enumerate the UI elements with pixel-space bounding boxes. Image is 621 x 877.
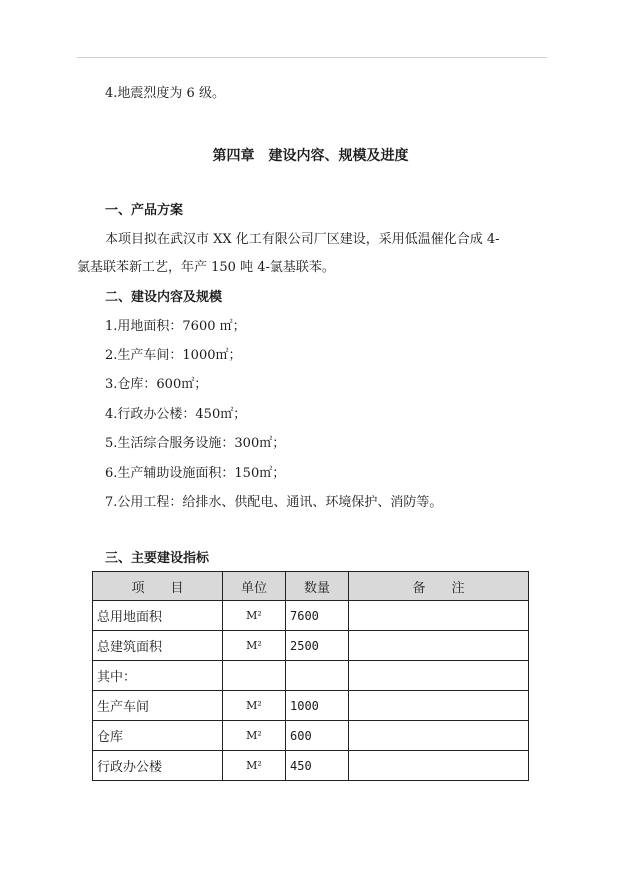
cell-item: 行政办公楼 [93,751,223,781]
scope-item-5: 5.生活综合服务设施：300㎡； [105,436,286,451]
cell-item: 生产车间 [93,691,223,721]
cell-remarks [349,661,529,691]
cell-unit [223,661,286,691]
product-plan-paragraph-line-1: 本项目拟在武汉市 XX 化工有限公司厂区建设，采用低温催化合成 4- [105,232,500,247]
cell-remarks [349,601,529,631]
chapter-title: 第四章 建设内容、规模及进度 [212,148,409,164]
scope-item-7: 7.公用工程：给排水、供配电、通讯、环境保护、消防等。 [105,495,443,510]
key-indicators-table [92,571,529,781]
table-header-row [93,572,529,601]
scope-item-6: 6.生产辅助设施面积：150㎡； [105,466,286,481]
table-row [93,601,529,631]
cell-item: 总用地面积 [93,601,223,631]
cell-quantity [286,661,349,691]
cell-quantity: 1000 [286,691,349,721]
section-heading-product-plan: 一、产品方案 [105,203,184,218]
scope-item-4: 4.行政办公楼：450㎡； [105,407,247,422]
cell-remarks [349,631,529,661]
scope-item-1: 1.用地面积：7600 ㎡； [105,319,246,334]
cell-remarks [349,691,529,721]
cell-remarks [349,751,529,781]
table-row [93,631,529,661]
cell-unit: M² [223,601,286,631]
section-heading-key-indicators: 三、主要建设指标 [105,551,210,566]
cell-quantity: 2500 [286,631,349,661]
cell-item: 总建筑面积 [93,631,223,661]
cell-unit: M² [223,751,286,781]
cell-unit: M² [223,691,286,721]
product-plan-paragraph-line-2: 氯基联苯新工艺，年产 150 吨 4-氯基联苯。 [77,260,335,275]
seismic-intensity-line: 4.地震烈度为 6 级。 [105,86,225,101]
cell-item: 其中： [93,661,223,691]
header-item: 项 目 [93,572,223,601]
cell-item: 仓库 [93,721,223,751]
header-remarks: 备 注 [349,572,529,601]
header-unit: 单位 [223,572,286,601]
header-quantity: 数量 [286,572,349,601]
table-row [93,661,529,691]
scope-item-2: 2.生产车间：1000㎡； [105,348,242,363]
table-row [93,691,529,721]
section-heading-construction-scope: 二、建设内容及规模 [105,290,223,305]
table-row [93,721,529,751]
cell-quantity: 7600 [286,601,349,631]
cell-quantity: 450 [286,751,349,781]
cell-remarks [349,721,529,751]
scope-item-3: 3.仓库：600㎡； [105,377,208,392]
cell-unit: M² [223,721,286,751]
header-rule [77,57,547,58]
cell-unit: M² [223,631,286,661]
cell-quantity: 600 [286,721,349,751]
table-row [93,751,529,781]
